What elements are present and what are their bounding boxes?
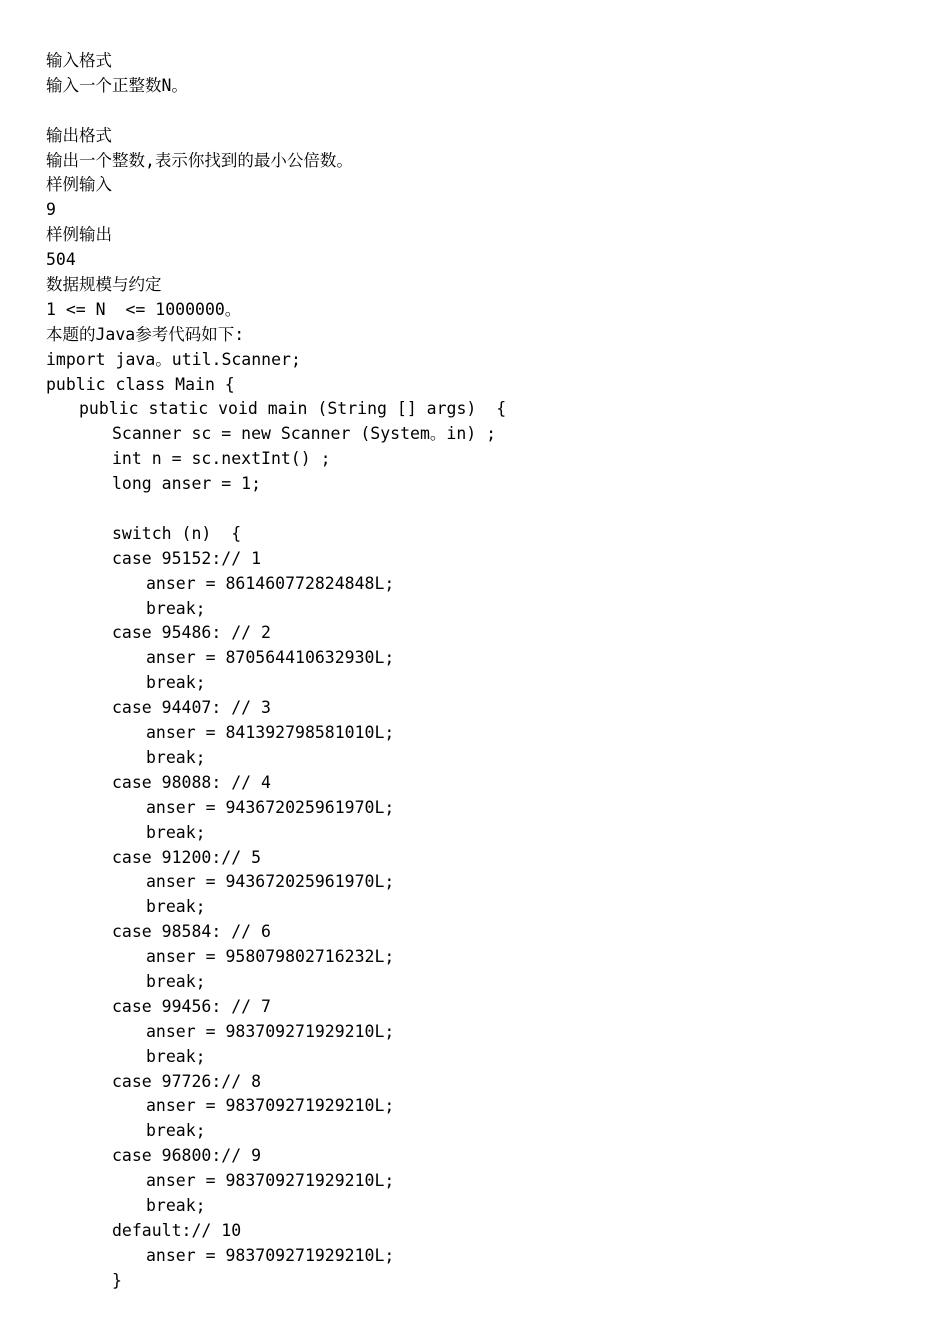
- output-format-text: 输出一个整数,表示你找到的最小公倍数。: [46, 150, 353, 170]
- code-line: case 98088: // 4: [112, 772, 271, 792]
- blank-line: [46, 99, 906, 124]
- sample-output-value: 504: [46, 250, 76, 270]
- code-line: case 91200:// 5: [112, 847, 262, 867]
- section-heading-output-format: 输出格式: [46, 125, 112, 145]
- code-line: default:// 10: [112, 1220, 242, 1240]
- code-line: }: [112, 1270, 122, 1290]
- code-line: break;: [146, 747, 206, 767]
- code-line: case 98584: // 6: [112, 922, 271, 942]
- sample-input-value: 9: [46, 200, 56, 220]
- code-line: break;: [146, 1195, 206, 1215]
- blank-line: [46, 497, 906, 522]
- code-line: anser = 983709271929210L;: [146, 1171, 395, 1191]
- code-line: anser = 870564410632930L;: [146, 648, 395, 668]
- code-line: break;: [146, 897, 206, 917]
- input-format-text: 输入一个正整数N。: [46, 75, 188, 95]
- code-line: anser = 943672025961970L;: [146, 797, 395, 817]
- section-heading-input-format: 输入格式: [46, 51, 112, 70]
- code-line: anser = 861460772824848L;: [146, 573, 395, 593]
- reference-code-intro: 本题的Java参考代码如下:: [46, 324, 245, 344]
- code-line: anser = 983709271929210L;: [146, 1096, 395, 1116]
- code-line: break;: [146, 598, 206, 618]
- code-line: int n = sc.nextInt() ;: [112, 449, 331, 469]
- code-line: break;: [146, 822, 206, 842]
- code-line: case 95486: // 2: [112, 623, 271, 643]
- code-line: public class Main {: [46, 374, 235, 394]
- code-line: break;: [146, 673, 206, 693]
- code-line: import java。util.Scanner;: [46, 349, 301, 369]
- section-heading-sample-output: 样例输出: [46, 225, 112, 245]
- code-line: case 94407: // 3: [112, 698, 271, 718]
- section-heading-sample-input: 样例输入: [46, 175, 112, 195]
- code-line: case 96800:// 9: [112, 1146, 262, 1166]
- document-body: [46, 49, 906, 1294]
- constraints-text: 1 <= N <= 1000000。: [46, 299, 242, 319]
- code-line: public static void main (String [] args) {: [79, 399, 507, 419]
- code-line: anser = 841392798581010L;: [146, 723, 395, 743]
- code-line: switch (n) {: [112, 523, 242, 543]
- code-line: anser = 983709271929210L;: [146, 1245, 395, 1265]
- code-line: break;: [146, 971, 206, 991]
- code-line: break;: [146, 1046, 206, 1066]
- code-line: case 97726:// 8: [112, 1071, 262, 1091]
- code-line: long anser = 1;: [112, 474, 262, 494]
- code-line: anser = 943672025961970L;: [146, 872, 395, 892]
- code-line: anser = 983709271929210L;: [146, 1021, 395, 1041]
- code-line: case 95152:// 1: [112, 548, 262, 568]
- code-line: case 99456: // 7: [112, 996, 271, 1016]
- code-line: Scanner sc = new Scanner (System。in) ;: [112, 424, 497, 444]
- section-heading-constraints: 数据规模与约定: [46, 275, 162, 295]
- code-line: break;: [146, 1121, 206, 1141]
- code-line: anser = 958079802716232L;: [146, 947, 395, 967]
